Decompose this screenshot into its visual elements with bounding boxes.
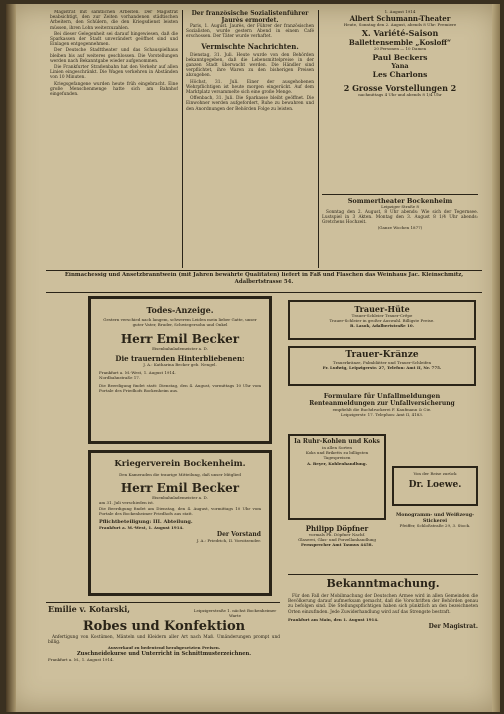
krieger-name: Herr Emil Becker xyxy=(120,480,240,495)
emilie-ad xyxy=(48,604,280,708)
left-para-5: Kriegsgefangene wurden heute früh eingebracht. Eine große Menschenmenge hatte sich am Bahnhof eingefunden. xyxy=(50,81,178,98)
emilie-rule xyxy=(46,602,280,603)
ruhr-addr: A. Beyer, Kohlenhandlung. xyxy=(307,461,367,467)
vorstellungen-sub: nachmittags 4 Uhr und abends 8 1/4 Uhr xyxy=(358,92,442,98)
ad-divider xyxy=(322,194,478,195)
doepfner-l2: Glaserei, Glas- und Porzellanhandlung xyxy=(298,536,376,542)
newspaper-page xyxy=(6,4,500,712)
ruhr-title: Ia Ruhr-Kohlen und Koks xyxy=(294,438,380,445)
charlons-name: Les Charlons xyxy=(372,70,428,80)
emilie-title-right: Leipzigerstraße 1. nächst Bockenheimer Warte xyxy=(193,608,277,618)
formulare-l1: empfiehlt die Buchdruckerei F. Kaufmann & Cie. xyxy=(332,407,432,412)
loewe-name: Dr. Loewe. xyxy=(408,479,462,490)
vorstellungen-title: 2 Grosse Vorstellungen 2 xyxy=(343,83,457,94)
formulare-l2: Leipzigerstr. 17. Telephon: Amt II, 4183. xyxy=(340,411,424,417)
krieger-text: Den Kameraden die traurige Mitteilung, daß unser Mitglied xyxy=(119,472,241,477)
krieger-signed: Der Vorstand xyxy=(216,530,261,538)
kriegerverein-anzeige xyxy=(88,450,272,596)
jaures-headline: Der französische Sozialistenführer Jaurès ermordet. xyxy=(191,10,309,24)
column-divider xyxy=(318,10,319,268)
beckers-name: Paul Beckers xyxy=(372,53,428,63)
bekannt-signer: Der Magistrat. xyxy=(428,622,478,630)
krieger-place: Frankfurt a. M.-West, 1. August 1914. xyxy=(99,524,184,530)
ruhr-l2: Koks und Briketts zu billigsten Tagespreisen xyxy=(305,449,369,460)
sommer-text: Sonntag den 2. August, 8 Uhr abends: Wie sich der Tegernsee. Lustspiel in 3 Akten. Montag den 3. August 8 1/4 Uhr abends: Gretchens Hochzeit. xyxy=(322,209,478,226)
todes-role: Eisenbahnlademeister a. D. xyxy=(152,345,208,351)
left-column xyxy=(50,10,178,270)
doepfner-ad xyxy=(288,524,386,572)
ballett-sub: 20 Personen — 10 Damen xyxy=(373,45,427,51)
todes-name: Herr Emil Becker xyxy=(120,331,240,346)
sommertheater-ad xyxy=(322,197,478,269)
kranze-l2: Fr. Ludwig, Leipzigerstr. 27, Telefon: Amt II, Nr. 775. xyxy=(322,364,442,370)
emilie-title2: Robes und Konfektion xyxy=(82,618,246,634)
albert-title: Albert Schumann-Theater xyxy=(349,13,451,23)
kranze-title: Trauer-Kränze xyxy=(345,350,419,360)
todes-place: Frankfurt a. M.-West, 1. August 1914. xyxy=(99,370,176,376)
todes-title: Todes-Anzeige. xyxy=(146,305,214,315)
yana-name: Yana xyxy=(391,62,409,71)
middle-para-3: Höchst, 31. Juli. Einer der ausgehobenen Wehrpflichtigen ist heute morgen eingerückt. Auf dem Marktplatz versammelte sich eine große Menge. xyxy=(186,79,314,96)
todes-text: Gestern verschied nach langem, schwerem Leiden mein lieber Gatte, unser guter Vater, Bruder, Schwiegersohn und Onkel xyxy=(103,317,257,327)
emilie-l4: Frankfurt a. M., 1. August 1914. xyxy=(48,656,114,662)
stickerei-title: Monogramm- und Weißzeug-Stickerei xyxy=(395,512,475,524)
left-para-2: Bei dieser Gelegenheit sei darauf hingewiesen, daß die Sparkassen der Stadt unverändert geöffnet sind und Einlagen entgegennehmen. xyxy=(50,31,178,48)
sommer-title: Sommertheater Bockenheim xyxy=(347,197,453,205)
hute-l1: Trauer-Schleier Trauer-Crêpe xyxy=(351,313,413,318)
trauer-hute-ad xyxy=(288,300,476,340)
emilie-title: Emilie v. Kotarski, xyxy=(48,604,131,614)
middle-column xyxy=(186,10,314,270)
ballett-title: Ballettensemble „Kosloff“ xyxy=(348,37,452,47)
doepfner-l3: Fernsprecher Amt Taunus 4458. xyxy=(301,541,373,547)
bekannt-text: Für den Fall der Mobilmachung der Deutschen Armee wird in allen Gemeinden die Bevölkerung darauf aufmerksam gemacht, daß die Vorschriften der Behörden genau zu befolgen sind. Die Stellungspflichtigen haben sich pünktlich an den bezeichneten Orten einzufinden. Jede Zuwiderhandlung wird auf das Strengste bestraft. xyxy=(288,594,478,615)
formulare-ad xyxy=(288,392,476,430)
page-edge xyxy=(492,4,500,712)
variete-title: X. Variété-Saison xyxy=(361,27,439,38)
formulare-title2: Renteanmeldungen zur Unfallversicherung xyxy=(309,400,455,407)
doepfner-title: Philipp Döpfner xyxy=(305,524,369,533)
todes-mourn: Die trauernden Hinterbliebenen: xyxy=(115,354,245,364)
kranze-l1: Trauerkränze, Palmblätter und Trauer-Schleifen xyxy=(332,360,432,365)
sommer-sub: Leipziger Straße 8 xyxy=(381,204,419,209)
theater-ad xyxy=(322,10,478,190)
weinhaus-banner xyxy=(48,272,480,292)
emilie-l1: Anfertigung von Kostümen, Mänteln und Kleidern aller Art nach Maß. Umänderungen prompt und billig. xyxy=(48,634,280,645)
doepfner-l1: vormals Ph. Döpfner Nachf. xyxy=(308,532,366,537)
bekannt-rule xyxy=(288,574,478,575)
todes-street: Nordbahnstraße 17. xyxy=(99,374,141,380)
stickerei-ad xyxy=(392,512,478,544)
middle-para-4: Offenbach, 31. Juli. Die Sparkasse bleibt geöffnet. Die Einwohner werden aufgefordert, Ruhe zu bewahren und den Anordnungen der Behörden Folge zu leisten. xyxy=(186,96,314,112)
loewe-top: Von der Reise zurück xyxy=(413,472,457,476)
left-para-1: Magistrat mit sämtlichen Arbeiten. Der Magistrat beabsichtigt, den zur Zeiten vorhandenen städtischen Arbeitern, den Schülern, die den Kriegsdienst leisten müssen, ihren Lohn weiterzuzahlen. xyxy=(50,10,178,31)
banner-text: Einmachessig und Ansetzbranntwein (mit Jahren bewährte Qualitäten) liefert in Faß und Flaschen das Weinhaus Jac. Kleinschmitz, Adalbertstrasse 54. xyxy=(64,272,464,285)
sommer-ad: (Ganze Wochen 1877) xyxy=(377,225,423,231)
todes-anzeige xyxy=(88,296,272,444)
left-para-4: Die Frankfurter Straßenbahn hat den Verkehr auf allen Linien eingeschränkt. Die Wagen verkehren in Abständen von 10 Minuten. xyxy=(50,65,178,81)
hute-l3: B. Lasok, Adalbertstraße 10. xyxy=(349,322,415,328)
formulare-title: Formulare für Unfallmeldungen xyxy=(323,392,441,400)
bekannt-title: Bekanntmachung. xyxy=(326,577,440,590)
vermischte-headline: Vermischte Nachrichten. xyxy=(201,41,299,51)
krieger-funeral: Die Beerdigung findet am Dienstag, den 4. August, vormittags 10 Uhr vom Portale des Bockenheimer Friedhofs aus statt. xyxy=(99,506,261,517)
hute-title: Trauer-Hüte xyxy=(354,304,410,314)
column-divider xyxy=(182,10,183,268)
bekanntmachung xyxy=(288,577,478,707)
middle-para-2: Dienstag, 31. Juli. Heute wurde von den Behörden bekanntgegeben, daß die Lebensmittelpreise in der ganzen Stadt überwacht werden. Die Händler sind verpflichtet, ihre Waren zu den bisherigen Preisen abzugeben. xyxy=(186,52,314,79)
banner-bottom-rule xyxy=(46,292,482,293)
emilie-l3: Zuschneidekurse und Unterricht in Schnittmusterzeichnen. xyxy=(76,650,252,657)
bekannt-place: Frankfurt am Main, den 1. August 1914. xyxy=(288,616,379,622)
krieger-signer: J. A.: Friedrich, II. Vorsitzender. xyxy=(196,537,261,543)
albert-date: 1. August 1914 xyxy=(384,10,416,14)
krieger-duty: Pflichtbeteiligung: III. Abteilung. xyxy=(99,518,193,525)
ruhr-l1: in allen Sorten xyxy=(322,445,352,450)
ruhr-kohlen-ad xyxy=(288,434,386,520)
book-spine xyxy=(6,4,16,712)
krieger-role: Eisenbahnlademeister a. D. xyxy=(152,494,208,500)
emilie-l2: Ausverkauf zu bedeutend herabgesetzten Preisen. xyxy=(107,645,221,650)
left-para-3: Der Deutsche Stadttheater und das Schauspielhaus bleiben bis auf weiteres geschlossen. Die Vorstellungen werden nach Bekanntgabe wieder aufgenommen. xyxy=(50,48,178,64)
middle-para-1: Paris, 1. August. Jaurès, der Führer der französischen Sozialisten, wurde gestern Abend in einem Café erschossen. Der Täter wurde verhaftet. xyxy=(186,24,314,40)
albert-sub: Heute, Sonntag den 2. August, abends 8 Uhr: Premiere xyxy=(343,21,457,27)
krieger-title: Kriegerverein Bockenheim. xyxy=(114,459,246,469)
todes-family: J. A.: Katharina Becker geb. Nengel. xyxy=(143,362,217,368)
krieger-date: am 31. Juli verschieden ist. xyxy=(99,499,155,505)
todes-funeral: Die Beerdigung findet statt: Dienstag, den 4. August, vormittags 10 Uhr vom Portale des Friedhofs Bockenheim aus. xyxy=(99,382,261,393)
banner-top-rule xyxy=(46,270,482,271)
trauer-kranze-ad xyxy=(288,346,476,386)
hute-l2: Trauer-Schleier in großer Auswahl. Billigste Preise. xyxy=(329,317,435,323)
dr-loewe-ad xyxy=(392,466,478,506)
stickerei-l1: Pfeiffer, Schloßstraße 29, 3. Stock. xyxy=(399,523,471,528)
